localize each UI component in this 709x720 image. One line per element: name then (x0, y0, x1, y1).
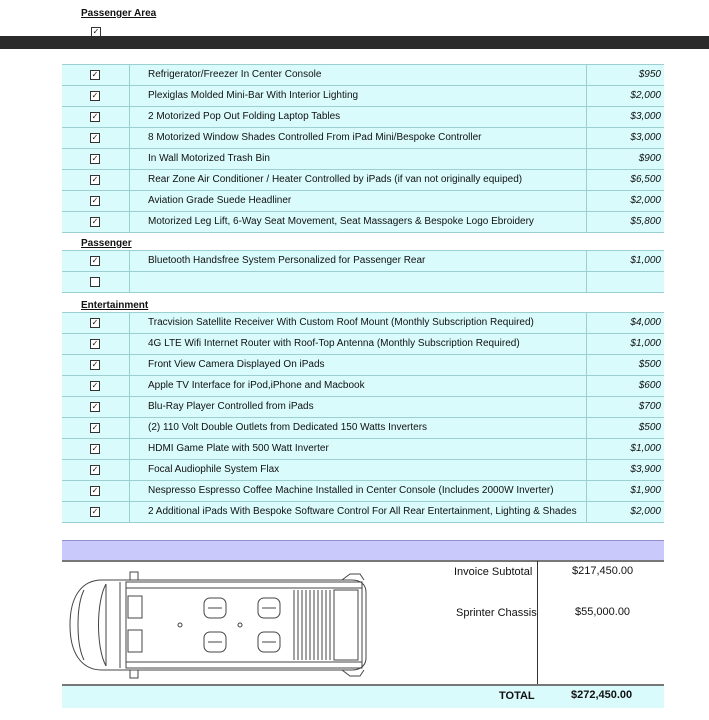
price-cell (586, 376, 665, 396)
option-description: 4G LTE Wifi Internet Router with Roof-Top Antenna (Monthly Subscription Required) (148, 338, 520, 349)
table-row (62, 460, 664, 481)
option-checkbox[interactable]: ✓ (91, 217, 99, 226)
price-cell (586, 149, 665, 169)
table-row (62, 502, 664, 523)
option-description: Plexiglas Molded Mini-Bar With Interior Lighting (148, 90, 359, 101)
entertainment-table (62, 312, 664, 523)
price-cell (586, 65, 665, 85)
summary-header-band (62, 540, 664, 562)
passenger-table (62, 250, 664, 293)
checkbox-cell (62, 107, 130, 127)
price-cell (586, 128, 665, 148)
checkbox-cell (62, 418, 130, 438)
option-checkbox[interactable]: ✓ (91, 70, 99, 79)
option-description: Motorized Leg Lift, 6-Way Seat Movement, Seat Massagers & Bespoke Logo Ebroidery (148, 216, 534, 227)
option-checkbox[interactable]: ✓ (91, 381, 99, 390)
checkbox-cell (62, 313, 130, 333)
option-checkbox[interactable]: ✓ (91, 175, 99, 184)
price-cell (586, 170, 665, 190)
table-row (62, 128, 664, 149)
option-description: Front View Camera Displayed On iPads (148, 359, 325, 370)
price-cell (586, 481, 665, 501)
chassis-label: Sprinter Chassis (456, 607, 537, 619)
checkbox-cell (62, 212, 130, 232)
option-price: $4,000 (630, 317, 661, 328)
price-cell (586, 107, 665, 127)
option-checkbox[interactable]: ✓ (91, 423, 99, 432)
option-price: $2,000 (630, 90, 661, 101)
option-description: Bluetooth Handsfree System Personalized for Passenger Rear (148, 255, 426, 266)
price-cell (586, 418, 665, 438)
option-price: $2,000 (630, 506, 661, 517)
checkbox-cell (62, 191, 130, 211)
price-cell (586, 86, 665, 106)
option-price: $2,000 (630, 195, 661, 206)
price-cell (586, 355, 665, 375)
option-checkbox[interactable]: ✓ (91, 133, 99, 142)
option-description: Nespresso Espresso Coffee Machine Installed in Center Console (Includes 2000W Inverter) (148, 485, 554, 496)
option-price: $700 (638, 401, 661, 412)
table-row (62, 355, 664, 376)
table-row (62, 397, 664, 418)
price-cell (586, 460, 665, 480)
option-price: $3,900 (630, 464, 661, 475)
option-checkbox[interactable]: ✓ (91, 507, 99, 516)
chassis-value: $55,000.00 (575, 606, 631, 618)
table-row (62, 272, 664, 293)
section-title-passenger: Passenger (81, 238, 132, 249)
option-checkbox[interactable]: ✓ (91, 318, 99, 327)
total-value: $272,450.00 (571, 689, 633, 701)
price-cell (586, 191, 665, 211)
option-description: (2) 110 Volt Double Outlets from Dedicated 150 Watts Inverters (148, 422, 428, 433)
table-row (62, 481, 664, 502)
checkbox-cell (62, 439, 130, 459)
option-price: $1,000 (630, 443, 661, 454)
table-row (62, 65, 664, 86)
total-label: TOTAL (499, 690, 535, 702)
option-description: Focal Audiophile System Flax (148, 464, 280, 475)
checkbox-cell (62, 149, 130, 169)
option-description: In Wall Motorized Trash Bin (148, 153, 270, 164)
van-floorplan-illustration (62, 566, 372, 689)
option-price: $6,500 (630, 174, 661, 185)
option-checkbox[interactable]: ✓ (91, 339, 99, 348)
option-price: $1,000 (630, 338, 661, 349)
table-row (62, 334, 664, 355)
option-description: HDMI Game Plate with 500 Watt Inverter (148, 443, 329, 454)
subtotal-value: $217,450.00 (572, 565, 634, 577)
section-title-entertainment: Entertainment (81, 300, 149, 311)
option-checkbox[interactable] (90, 277, 100, 287)
option-price: $500 (638, 359, 661, 370)
option-description: Tracvision Satellite Receiver With Custom Roof Mount (Monthly Subscription Required) (148, 317, 534, 328)
option-description: 2 Motorized Pop Out Folding Laptop Tables (148, 111, 341, 122)
price-cell (586, 502, 665, 522)
section-divider-bar (0, 36, 709, 49)
price-cell (586, 334, 665, 354)
passenger-area-table (62, 64, 664, 233)
option-price: $500 (638, 422, 661, 433)
table-row (62, 251, 664, 272)
checkbox-cell (62, 460, 130, 480)
option-description: 8 Motorized Window Shades Controlled From iPad Mini/Bespoke Controller (148, 132, 482, 143)
checkbox-cell (62, 397, 130, 417)
option-checkbox[interactable]: ✓ (91, 465, 99, 474)
option-description: Rear Zone Air Conditioner / Heater Controlled by iPads (if van not originally equiped) (148, 174, 523, 185)
option-checkbox[interactable]: ✓ (91, 112, 99, 121)
price-cell (586, 272, 665, 292)
table-row (62, 439, 664, 460)
table-row (62, 376, 664, 397)
checkbox-cell (62, 481, 130, 501)
price-cell (586, 251, 665, 271)
checkbox-cell (62, 376, 130, 396)
table-row (62, 170, 664, 191)
price-cell (586, 439, 665, 459)
checkbox-cell (62, 128, 130, 148)
table-row (62, 212, 664, 233)
subtotal-label: Invoice Subtotal (454, 566, 533, 578)
table-row (62, 107, 664, 128)
option-price: $1,000 (630, 255, 661, 266)
checkbox-cell (62, 272, 130, 292)
option-description: Apple TV Interface for iPod,iPhone and Macbook (148, 380, 365, 391)
option-price: $900 (638, 153, 661, 164)
option-checkbox[interactable]: ✓ (91, 444, 99, 453)
table-row (62, 418, 664, 439)
table-row (62, 86, 664, 107)
option-price: $600 (638, 380, 661, 391)
option-checkbox[interactable]: ✓ (91, 196, 99, 205)
price-cell (586, 313, 665, 333)
option-description: Refrigerator/Freezer In Center Console (148, 69, 322, 80)
section-title-passenger-area: Passenger Area (81, 8, 157, 19)
option-checkbox[interactable]: ✓ (91, 360, 99, 369)
option-price: $950 (638, 69, 661, 80)
option-description: Aviation Grade Suede Headliner (148, 195, 292, 206)
option-price: $5,800 (630, 216, 661, 227)
option-description: Blu-Ray Player Controlled from iPads (148, 401, 314, 412)
option-checkbox[interactable]: ✓ (91, 256, 99, 265)
option-price: $3,000 (630, 132, 661, 143)
checkbox-cell (62, 86, 130, 106)
checkbox-cell (62, 355, 130, 375)
checkbox-cell (62, 65, 130, 85)
checkbox-cell (62, 334, 130, 354)
checkbox-cell (62, 170, 130, 190)
option-checkbox[interactable]: ✓ (91, 91, 99, 100)
table-row (62, 313, 664, 334)
price-cell (586, 212, 665, 232)
checkbox-cell (62, 251, 130, 271)
price-cell (586, 397, 665, 417)
table-row (62, 191, 664, 212)
option-checkbox[interactable]: ✓ (91, 154, 99, 163)
header-checkbox[interactable]: ✓ (92, 27, 100, 36)
option-checkbox[interactable]: ✓ (91, 402, 99, 411)
table-row (62, 149, 664, 170)
option-price: $1,900 (630, 485, 661, 496)
option-price: $3,000 (630, 111, 661, 122)
checkbox-cell (62, 502, 130, 522)
option-description: 2 Additional iPads With Bespoke Software Control For All Rear Entertainment, Lighting & Shades (148, 506, 577, 517)
option-checkbox[interactable]: ✓ (91, 486, 99, 495)
